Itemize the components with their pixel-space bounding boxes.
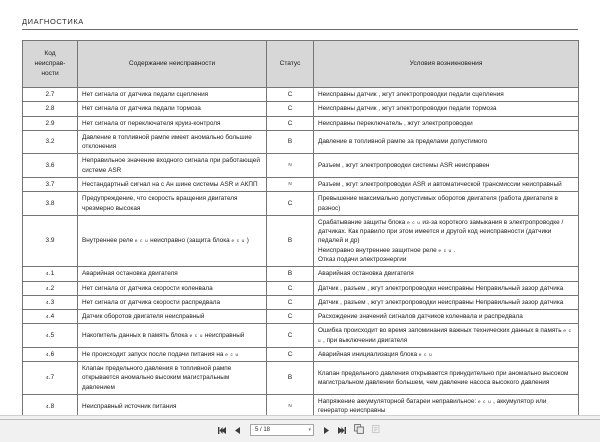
ecu-token: e c u [189,332,204,338]
last-page-button[interactable] [336,424,347,436]
cell-conditions: Давление в топливной рампе за пределами допустимого [314,130,579,154]
cell-conditions: Ошибка происходит во время запоминания важных технических данных в память e c u , при выключении двигателя [314,324,579,348]
navigation-controls [217,424,383,436]
conditions-line: Срабатывание защиты блока e c u из-за короткого замыкания в электропроводке / датчиках. Как правило при этом имеется и другой код неисправности (датчики педалей и др) [318,218,564,245]
cell-fault-code: 2.9 [23,116,78,130]
table-row [23,362,579,395]
diagnostics-table [22,40,579,419]
previous-page-button[interactable] [232,424,243,436]
cell-fault-description: Датчик оборотов двигателя неисправный [78,310,267,324]
column-header-code: Код неисправ- ности [23,41,78,88]
ecu-token: e c u [318,328,572,343]
table-row [23,116,579,130]
page-number-input[interactable] [250,424,314,436]
cell-conditions: Превышение максимально допустимых оборотов двигателя (работа двигателя в разнос) [314,192,579,216]
page-indicator-value: 5 / 18 [255,427,271,433]
fault-code-prefix: 4 [45,404,49,410]
cell-fault-description: Накопитель данных в память блока e c u неисправный [78,324,267,348]
ecu-token: e c u [438,247,452,253]
ecu-token: e c u [225,351,239,357]
cell-conditions: Клапан предельного давления открывается принудительно при аномально высоком магистральном давлении большем, чем давление насоса высокого давления [314,362,579,395]
cell-status: C [267,295,314,309]
cell-fault-code: 3.2 [23,130,78,154]
cell-conditions: Неисправны датчик , жгут электропроводки педали тормоза [314,102,579,116]
cell-conditions [314,215,579,266]
cell-conditions: Датчик , разъем , жгут электропроводки неисправны Неправильный зазор датчика [314,295,579,309]
export-button[interactable] [371,424,383,436]
cell-status: N [267,177,314,191]
page-title: ДИАГНОСТИКА [22,17,84,26]
cell-fault-code: 3.6 [23,154,78,178]
table-row [23,324,579,348]
table-row [23,310,579,324]
ecu-token: e c u [134,238,149,244]
chevron-left-icon [233,426,242,435]
column-header-description: Содержание неисправности [78,41,267,88]
cell-conditions: Расхождение значений сигналов датчиков коленвала и распредвала [314,310,579,324]
table-row [23,102,579,116]
cell-fault-code: 3.7 [23,177,78,191]
ecu-token: e c u [418,351,433,357]
copy-button[interactable] [353,424,365,436]
cell-status: C [267,192,314,216]
conditions-line: Отказ подачи электроэнергии [318,255,407,263]
cell-status: B [267,362,314,395]
cell-fault-code: 3.9 [23,215,78,266]
document-header [22,17,578,30]
cell-conditions: Неисправны переключатель , жгут электропроводки [314,116,579,130]
cell-fault-description: Неисправный источник питания [78,395,267,419]
cell-fault-description: Не происходит запуск после подачи питания на e c u [78,347,267,361]
next-page-button[interactable] [321,424,332,436]
last-page-icon [337,426,346,435]
first-page-icon [218,426,227,435]
table-header [23,41,579,88]
fault-code-prefix: 4 [45,272,49,278]
table-row [23,177,579,191]
cell-fault-description: Нет сигнала от датчика скорости коленвала [78,281,267,295]
export-icon [372,421,382,439]
copy-icon [354,421,364,439]
cell-conditions: Неисправны датчик , жгут электропроводки педали сцепления [314,88,579,102]
cell-status: C [267,310,314,324]
table-row [23,154,579,178]
cell-fault-code: 4.5 [23,324,78,348]
table-row [23,215,579,266]
cell-fault-code: 4.7 [23,362,78,395]
conditions-line: Неисправно внутреннее защитное реле e c u . [318,246,456,254]
cell-fault-description: Клапан предельного давления в топливной рампе открывается аномально высоким магистральным давлением [78,362,267,395]
chevron-right-icon [322,426,331,435]
cell-status: C [267,116,314,130]
first-page-button[interactable] [217,424,228,436]
cell-fault-description: Неправильное значение входного сигнала при работающей системе ASR [78,154,267,178]
cell-status: B [267,215,314,266]
table-row [23,267,579,281]
cell-status: C [267,102,314,116]
cell-conditions: Аварийная инициализация блока e c u [314,347,579,361]
table-row [23,192,579,216]
cell-status: B [267,267,314,281]
cell-fault-code: 2.8 [23,102,78,116]
cell-fault-description: Предупреждение, что скорость вращения двигателя чрезмерно высокая [78,192,267,216]
cell-fault-code: 4.1 [23,267,78,281]
cell-status: C [267,324,314,348]
table-row [23,295,579,309]
cell-status: C [267,281,314,295]
fault-code-prefix: 4 [45,286,49,292]
cell-conditions: Разъем , жгут электропроводки системы ASR неисправен [314,154,579,178]
ecu-token: e c u [477,399,492,405]
cell-status: C [267,88,314,102]
cell-fault-code: 2.7 [23,88,78,102]
table-header-row [23,41,579,88]
cell-fault-description: Давление в топливной рампе имеет аномально большие отклонения [78,130,267,154]
cell-fault-description: Нестандартный сигнал на с Aн шине системы ASR и АКПП [78,177,267,191]
cell-conditions: Напряжение аккумуляторной батареи неправильное: e c u , аккумулятор или генератор неисправны [314,395,579,419]
cell-fault-description: Нет сигнала от переключателя круиз-контроля [78,116,267,130]
cell-fault-code: 4.2 [23,281,78,295]
cell-status: N [267,154,314,178]
cell-fault-code: 3.8 [23,192,78,216]
page-navigation-toolbar [0,415,600,442]
cell-status: N [267,395,314,419]
title-divider [22,29,578,30]
fault-code-prefix: 4 [45,300,49,306]
cell-status: C [267,347,314,361]
fault-code-prefix: 4 [45,352,49,358]
table-row [23,88,579,102]
table-row [23,130,579,154]
cell-status: B [267,130,314,154]
table-row [23,347,579,361]
cell-fault-code: 4.3 [23,295,78,309]
fault-code-prefix: 4 [45,333,49,339]
ecu-token: e c u [231,238,245,244]
table-body [23,88,579,419]
cell-fault-description: Нет сигнала от датчика педали тормоза [78,102,267,116]
cell-conditions: Аварийная остановка двигателя [314,267,579,281]
ecu-token: e c u [407,219,421,225]
cell-fault-code: 4.8 [23,395,78,419]
cell-fault-code: 4.4 [23,310,78,324]
cell-fault-description: Внутреннее реле e c u неисправно (защита блока e c u ) [78,215,267,266]
cell-fault-description: Нет сигнала от датчика педали сцепления [78,88,267,102]
table-row [23,281,579,295]
diagnostics-table-container [22,40,578,419]
fault-code-prefix: 4 [45,315,49,321]
chevron-down-icon[interactable]: ▾ [308,426,311,433]
toolbar-divider [0,419,600,420]
cell-fault-code: 4.6 [23,347,78,361]
column-header-conditions: Условия возникновения [314,41,579,88]
fault-code-prefix: 4 [45,376,49,382]
cell-fault-description: Аварийная остановка двигателя [78,267,267,281]
column-header-status: Статус [267,41,314,88]
cell-conditions: Разъем , жгут электропроводки ASR и автоматической трансмиссии неисправный [314,177,579,191]
cell-fault-description: Нет сигнала от датчика скорости распредвала [78,295,267,309]
cell-conditions: Датчик , разъем , жгут электропроводки неисправны Неправильный зазор датчика [314,281,579,295]
